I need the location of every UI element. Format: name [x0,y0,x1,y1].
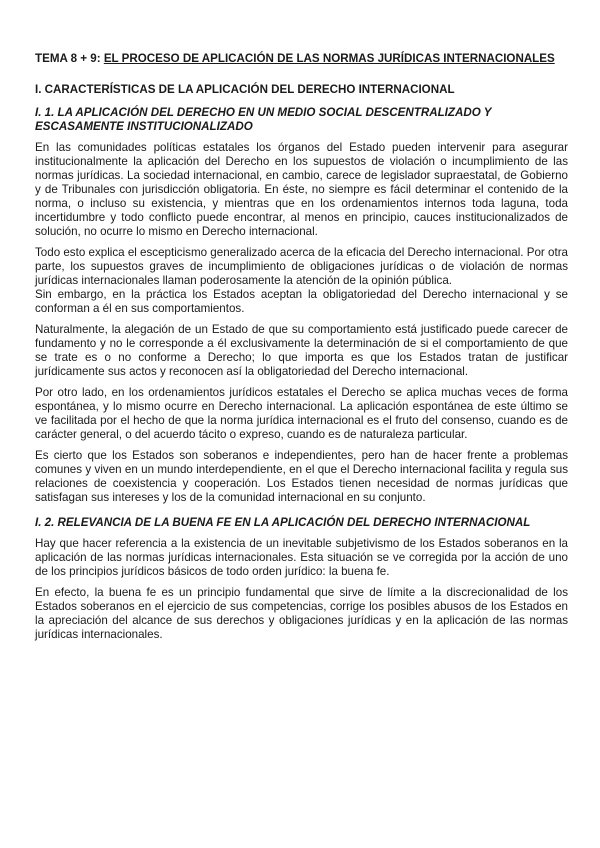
paragraph: En las comunidades políticas estatales los órganos del Estado pueden intervenir para asegurar institucionalmente la aplicación del Derecho en los supuestos de violación o incumplimiento de las normas jurídicas. La sociedad internacional, en cambio, carece de legislador supraestatal, de Gobierno y de Tribunales con jurisdicción obligatoria. En éste, no siempre es fácil determinar el contenido de la norma, o incluso su existencia, y mientras que en los ordenamientos internos toda laguna, toda incertidumbre y todo conflicto puede encontrar, al menos en principio, cauces institucionalizados de solución, no ocurre lo mismo en Derecho internacional. [35,141,568,238]
paragraph: Por otro lado, en los ordenamientos jurídicos estatales el Derecho se aplica muchas veces de forma espontánea, y lo mismo ocurre en Derecho internacional. La aplicación espontánea de este último se ve facilitada por el hecho de que la norma jurídica internacional es el fruto del consenso, cuando es de carácter general, o del acuerdo tácito o expreso, cuando es de naturaleza particular. [35,386,568,441]
subsection-heading-2: I. 2. RELEVANCIA DE LA BUENA FE EN LA APLICACIÓN DEL DERECHO INTERNACIONAL [35,516,531,529]
paragraph: Sin embargo, en la práctica los Estados aceptan la obligatoriedad del Derecho internacional y se conforman a él en sus comportamientos. [35,288,568,315]
paragraph: Es cierto que los Estados son soberanos e independientes, pero han de hacer frente a problemas comunes y viven en un mundo interdependiente, en el que el Derecho internacional facilita y regula sus relaciones de coexistencia y cooperación. Los Estados tienen necesidad de normas jurídicas que satisfagan sus intereses y los de la comunidad internacional en su conjunto. [35,449,568,504]
section-heading: I. CARACTERÍSTICAS DE LA APLICACIÓN DEL DERECHO INTERNACIONAL [35,83,455,96]
title-prefix: TEMA 8 + 9: [35,52,104,65]
subsection-heading-1: I. 1. LA APLICACIÓN DEL DERECHO EN UN MEDIO SOCIAL DESCENTRALIZADO Y ESCASAMENTE INSTITUCIONALIZADO [35,106,492,133]
paragraph: Naturalmente, la alegación de un Estado de que su comportamiento está justificado puede carecer de fundamento y no le corresponde a él exclusivamente la determinación de si el comportamiento de que se trate es o no conforme a Derecho; lo que importa es que los Estados tratan de justificar jurídicamente sus actos y reconocen así la obligatoriedad del Derecho internacional. [35,323,568,378]
title-main: EL PROCESO DE APLICACIÓN DE LAS NORMAS JURÍDICAS INTERNACIONALES [103,52,555,65]
document-page [35,52,568,649]
paragraph: En efecto, la buena fe es un principio fundamental que sirve de límite a la discrecionalidad de los Estados soberanos en el ejercicio de sus competencias, corrige los posibles abusos de los Estados en la apreciación del alcance de sus derechos y obligaciones jurídicas y en la aplicación de las normas jurídicas internacionales. [35,586,568,641]
paragraph: Hay que hacer referencia a la existencia de un inevitable subjetivismo de los Estados soberanos en la aplicación de las normas jurídicas internacionales. Esta situación se ve corregida por la acción de uno de los principios jurídicos básicos de todo orden jurídico: la buena fe. [35,537,568,578]
document-title [35,52,568,66]
paragraph: Todo esto explica el escepticismo generalizado acerca de la eficacia del Derecho internacional. Por otra parte, los supuestos graves de incumplimiento de obligaciones jurídicas o de violación de normas jurídicas internacionales llaman poderosamente la atención de la opinión pública. [35,246,568,287]
